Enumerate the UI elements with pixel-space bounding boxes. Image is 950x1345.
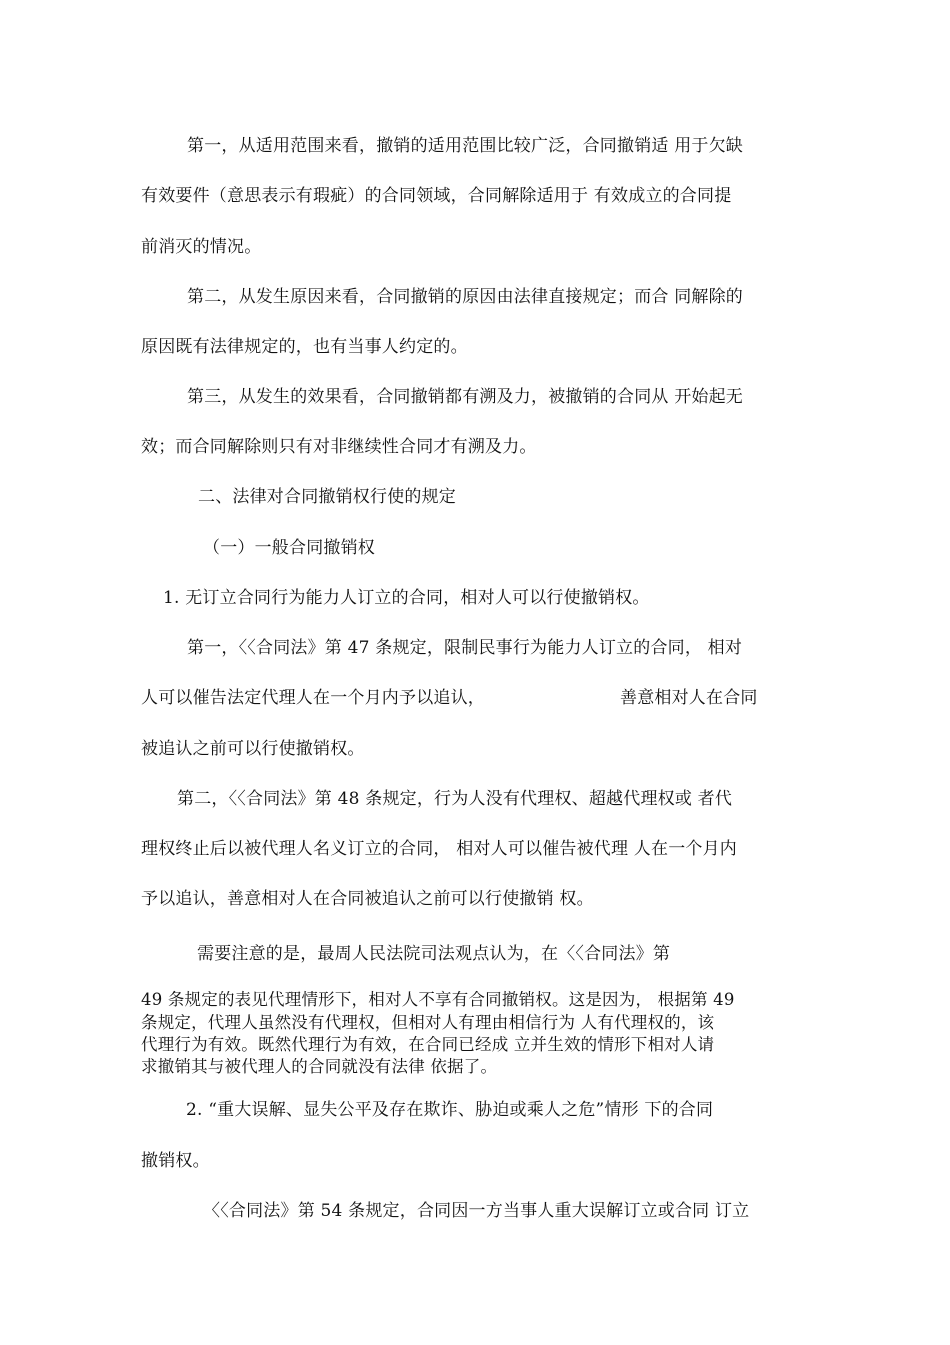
subsection-heading: （一）一般合同撤销权 — [203, 538, 375, 558]
section-heading: 二、法律对合同撤销权行使的规定 — [198, 487, 456, 507]
paragraph-line: 49 条规定的表见代理情形下，相对人不享有合同撤销权。这是因为， 根据第 49 — [141, 990, 735, 1009]
paragraph-line: 人可以催告法定代理人在一个月内予以追认， — [141, 688, 485, 708]
paragraph-line: 第一，〈〈合同法》第 47 条规定，限制民事行为能力人订立的合同， 相对 — [187, 638, 743, 658]
paragraph-line: 第二，〈〈合同法》第 48 条规定，行为人没有代理权、超越代理权或 者代 — [177, 789, 733, 809]
paragraph-line: 第三，从发生的效果看，合同撤销都有溯及力，被撤销的合同从 开始起无 — [187, 387, 744, 407]
paragraph-line: 代理行为有效。既然代理行为有效，在合同已经成 立并生效的情形下相对人请 — [141, 1035, 715, 1054]
paragraph-line: 需要注意的是，最周人民法院司法观点认为，在〈〈合同法》第 — [197, 944, 671, 964]
paragraph-line: 〈〈合同法》第 54 条规定，合同因一方当事人重大误解订立或合同 订立 — [203, 1201, 750, 1221]
paragraph-line: 予以追认，善意相对人在合同被追认之前可以行使撤销 权。 — [141, 889, 594, 909]
paragraph-line: 效；而合同解除则只有对非继续性合同才有溯及力。 — [141, 437, 537, 457]
paragraph-line: 理权终止后以被代理人名义订立的合同， 相对人可以催告被代理 人在一个月内 — [141, 839, 738, 859]
numbered-item: 1. 无订立合同行为能力人订立的合同，相对人可以行使撤销权。 — [163, 588, 650, 608]
paragraph-line: 条规定，代理人虽然没有代理权，但相对人有理由相信行为 人有代理权的，该 — [141, 1013, 715, 1032]
paragraph-line: 善意相对人在合同 — [620, 688, 758, 708]
paragraph-line: 被追认之前可以行使撤销权。 — [141, 739, 365, 759]
paragraph-line: 求撤销其与被代理人的合同就没有法律 依据了。 — [141, 1057, 498, 1076]
numbered-item: 2. “重大误解、显失公平及存在欺诈、胁迫或乘人之危”情形 下的合同 — [186, 1100, 714, 1120]
paragraph-line: 撤销权。 — [141, 1151, 210, 1171]
paragraph-line: 前消灭的情况。 — [141, 237, 262, 257]
paragraph-line: 第一，从适用范围来看，撤销的适用范围比较广泛，合同撤销适 用于欠缺 — [187, 136, 744, 156]
paragraph-line: 第二，从发生原因来看，合同撤销的原因由法律直接规定；而合 同解除的 — [187, 287, 744, 307]
paragraph-line: 原因既有法律规定的，也有当事人约定的。 — [141, 337, 468, 357]
paragraph-line: 有效要件（意思表示有瑕疵）的合同领域，合同解除适用于 有效成立的合同提 — [141, 186, 732, 206]
